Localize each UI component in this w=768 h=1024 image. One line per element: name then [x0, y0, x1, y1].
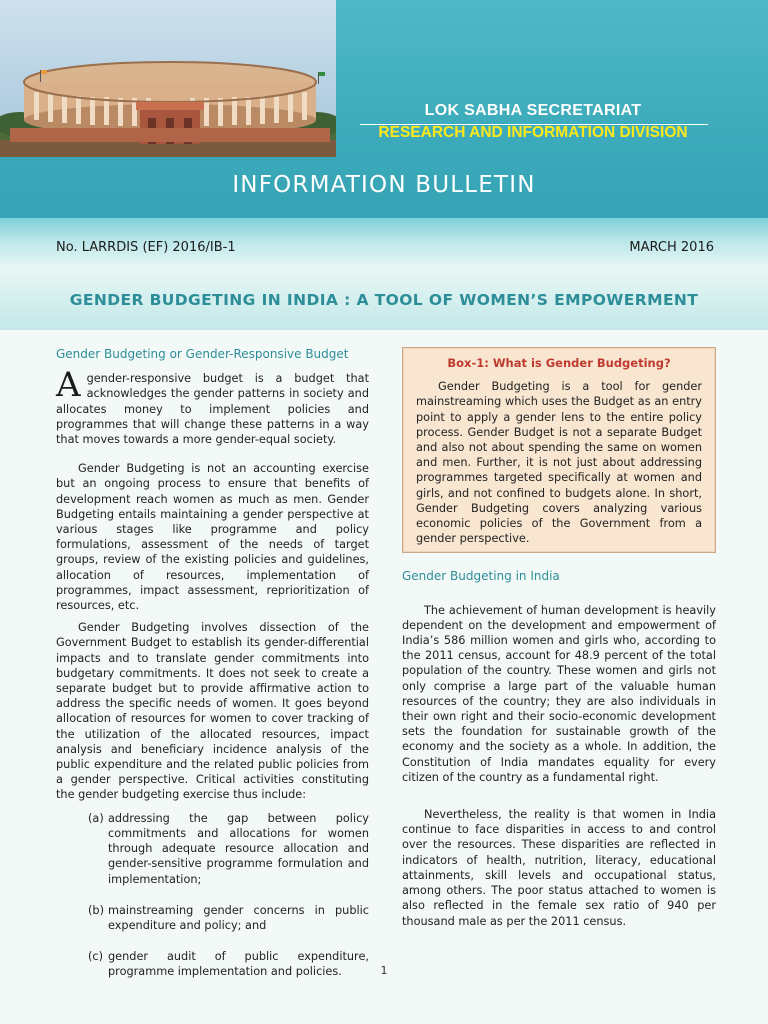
list-item [56, 903, 369, 933]
drop-cap: A [56, 365, 81, 406]
section-heading: Gender Budgeting or Gender-Responsive Budget [56, 347, 349, 361]
list-item-text: addressing the gap between policy commitments and allocations for women through adequate resource allocation and gender-sensitive programme formulation and implementation; [108, 811, 369, 886]
bulletin-title: INFORMATION BULLETIN [232, 172, 536, 198]
right-column [402, 347, 716, 936]
list-item [56, 811, 369, 887]
article-title: GENDER BUDGETING IN INDIA : A TOOL OF WOMEN’S EMPOWERMENT [69, 291, 699, 309]
paragraph [56, 365, 369, 447]
bulletin-date: MARCH 2016 [629, 240, 714, 255]
title-band [0, 218, 768, 330]
division-name: RESEARCH AND INFORMATION DIVISION [378, 124, 688, 141]
page-number: 1 [380, 964, 388, 977]
org-name: LOK SABHA SECRETARIAT [424, 102, 642, 119]
list-marker: (c) [88, 950, 104, 964]
info-box [402, 347, 716, 553]
header-banner [0, 0, 768, 218]
paragraph-text: gender-responsive budget is a budget that acknowledges the gender patterns in society and allocates money to implement policies and programmes that will change these patterns in a way that moves towards a more gender-equal society. [56, 372, 369, 447]
parliament-building-image [0, 0, 336, 157]
list-marker: (b) [88, 903, 104, 917]
list-item-text: mainstreaming gender concerns in public expenditure and policy; and [108, 903, 369, 932]
list-marker: (a) [88, 811, 104, 825]
paragraph: Gender Budgeting is not an accounting exercise but an ongoing process to ensure that benefits of development reach women as much as men. Gender Budgeting entails maintaining a gender perspective at various stages like programme and policy formulations, assessment of the needs of target groups, review of the existing policies and guidelines, allocation of resources, implementation of programmes, impact assessment, reprioritization of resources, etc. [56, 462, 369, 613]
paragraph: Nevertheless, the reality is that women in India continue to face disparities in access to and control over the resources. These disparities are reflected in indicators of health, nutrition, literacy, educational attainments, skill levels and occupational status, among others. The poor status attached to women is also reflected in the female sex ratio of 940 per thousand male as per the 2011 census. [402, 808, 716, 928]
paragraph: The achievement of human development is heavily dependent on the development and empowerment of India’s 586 million women and girls who, according to the 2011 census, account for 48.9 percent of the total population of the country. These women and girls not only comprise a large part of the valuable human resources of the country; they are also individuals in their own right and their socio-economic development sets the foundation for sustainable growth of the economy and the society as a whole. In addition, the Constitution of India mandates equality for every citizen of the country as a fundamental right. [402, 603, 716, 784]
box-text: Gender Budgeting is a tool for gender mainstreaming which uses the Budget as an entry point to apply a gender lens to the entire policy process. Gender Budget is not a separate Budget and also not about spending the same on women and men. Further, it is not just about addressing programmes targeted specifically at women and girls, and not confined to budgets alone. In short, Gender Budgeting covers analyzing various economic policies of the Government from a gender perspective. [416, 380, 702, 546]
parliament-photo [0, 0, 336, 157]
activity-list [56, 811, 369, 980]
list-item-text: gender audit of public expenditure, programme implementation and policies. [108, 950, 369, 979]
paragraph: Gender Budgeting involves dissection of the Government Budget to establish its gender-differential impacts and to translate gender commitments into budgetary commitments. It does not seek to create a separate budget but to provide affirmative action to address the specific needs of women. It goes beyond allocation of resources for women to cover tracking of the utilization of the allocated resources, impact analysis and beneficiary incidence analysis of the public expenditure and the related public policies from a gender perspective. Critical activities constituting the gender budgeting exercise thus include: [56, 621, 369, 802]
left-column [56, 347, 369, 996]
section-heading: Gender Budgeting in India [402, 569, 560, 584]
bulletin-number: No. LARRDIS (EF) 2016/IB-1 [56, 240, 236, 255]
box-title: Box-1: What is Gender Budgeting? [447, 356, 671, 370]
